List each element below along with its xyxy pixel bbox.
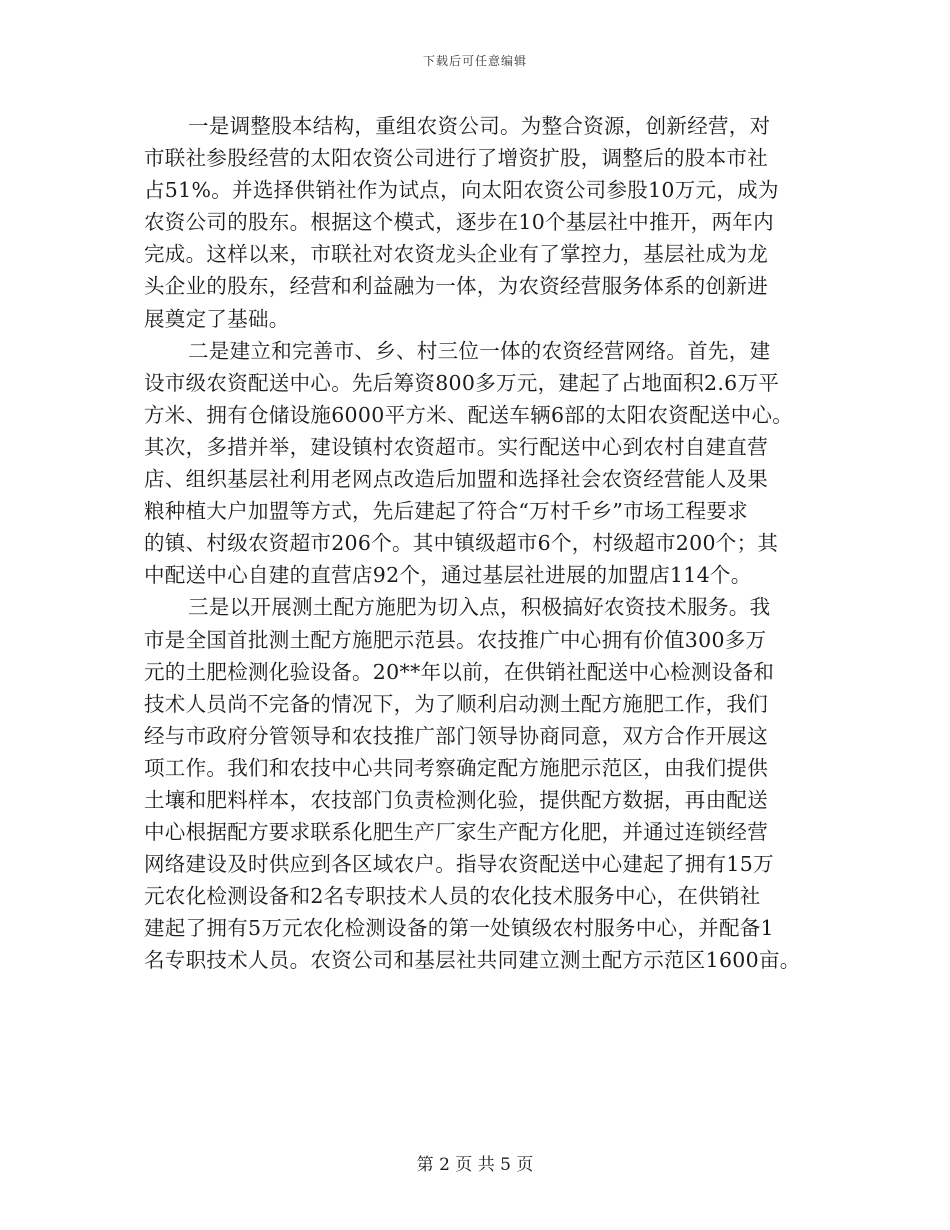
paragraph-line: 完成。这样以来，市联社对农资龙头企业有了掌控力，基层社成为龙 (144, 242, 768, 267)
body-text (144, 110, 816, 977)
paragraph-line: 技术人员尚不完备的情况下，为了顺利启动测土配方施肥工作，我们 (144, 691, 768, 716)
paragraph-line: 名专职技术人员。农资公司和基层社共同建立测土配方示范区1600亩。 (144, 948, 801, 973)
page-header-note: 下载后可任意编辑 (422, 54, 527, 68)
paragraph-line: 农资公司的股东。根据这个模式，逐步在10个基层社中推开，两年内 (144, 210, 774, 235)
paragraph-line: 中心根据配方要求联系化肥生产厂家生产配方化肥，并通过连锁经营 (144, 820, 768, 845)
page-number: 第 2 页 共 5 页 (416, 1155, 534, 1175)
paragraph-line: 市是全国首批测土配方施肥示范县。农技推广中心拥有价值300多万 (144, 627, 767, 652)
paragraph-line: 三是以开展测土配方施肥为切入点，积极搞好农资技术服务。我 (188, 595, 771, 620)
paragraph-line: 其次，多措并举，建设镇村农资超市。实行配送中心到农村自建直营 (144, 434, 768, 459)
paragraph-line: 的镇、村级农资超市206个。其中镇级超市6个，村级超市200个；其 (144, 531, 779, 556)
paragraph-line: 建起了拥有5万元农化检测设备的第一处镇级农村服务中心，并配备1 (144, 916, 774, 941)
paragraph-line: 网络建设及时供应到各区域农户。指导农资配送中心建起了拥有15万 (144, 852, 774, 877)
paragraph-line: 二是建立和完善市、乡、村三位一体的农资经营网络。首先，建 (188, 338, 771, 363)
paragraph-line: 市联社参股经营的太阳农资公司进行了增资扩股，调整后的股本市社 (144, 146, 768, 171)
paragraph-line: 项工作。我们和农技中心共同考察确定配方施肥示范区，由我们提供 (144, 755, 768, 780)
paragraph-line: 头企业的股东，经营和利益融为一体，为农资经营服务体系的创新进 (144, 274, 768, 299)
paragraph-line: 粮种植大户加盟等方式，先后建起了符合“万村千乡”市场工程要求 (144, 499, 748, 524)
paragraph-line: 占51%。并选择供销社作为试点，向太阳农资公司参股10万元，成为 (144, 178, 779, 203)
paragraph-line: 方米、拥有仓储设施6000平方米、配送车辆6部的太阳农资配送中心。 (144, 402, 794, 427)
paragraph-line: 展奠定了基础。 (144, 306, 290, 331)
paragraph-line: 中配送中心自建的直营店92个，通过基层社进展的加盟店114个。 (144, 563, 752, 588)
paragraph-line: 店、组织基层社利用老网点改造后加盟和选择社会农资经营能人及果 (144, 467, 768, 492)
paragraph-line: 一是调整股本结构，重组农资公司。为整合资源，创新经营，对 (188, 114, 771, 138)
paragraph-line: 土壤和肥料样本，农技部门负责检测化验，提供配方数据，再由配送 (144, 787, 768, 812)
paragraph-line: 经与市政府分管领导和农技推广部门领导协商同意，双方合作开展这 (144, 723, 768, 748)
paragraph-line: 元农化检测设备和2名专职技术人员的农化技术服务中心，在供销社 (144, 884, 761, 909)
paragraph-line: 元的土肥检测化验设备。20**年以前，在供销社配送中心检测设备和 (144, 659, 775, 684)
paragraph-line: 设市级农资配送中心。先后筹资800多万元，建起了占地面积2.6万平 (144, 370, 780, 395)
